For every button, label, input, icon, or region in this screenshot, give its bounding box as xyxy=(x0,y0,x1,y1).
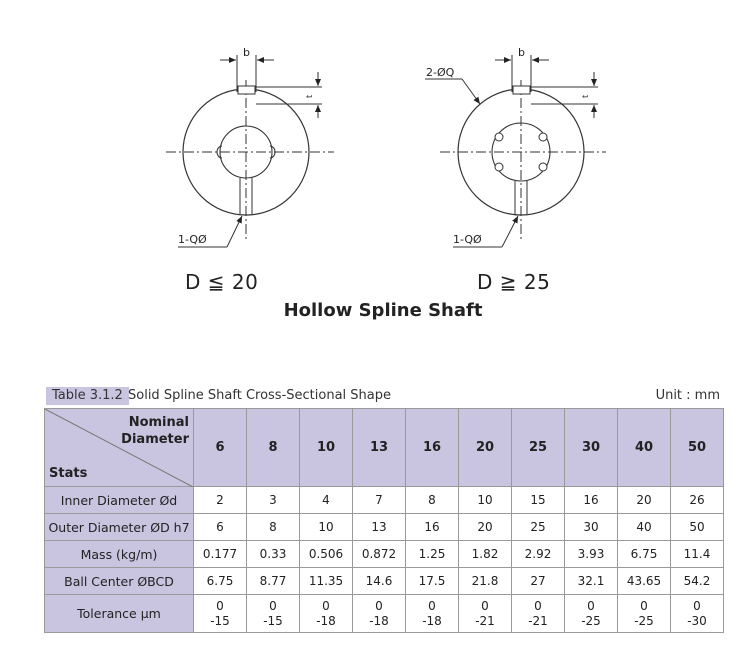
col-header: 30 xyxy=(565,409,618,487)
table-cell: 17.5 xyxy=(406,568,459,595)
tolerance-cell: 0 -18 xyxy=(300,595,353,633)
table-cell: 6.75 xyxy=(618,541,671,568)
right-callout-top: 2-ØQ xyxy=(426,66,455,79)
col-header: 25 xyxy=(512,409,565,487)
left-shaft-drawing xyxy=(166,46,334,247)
section-title: Hollow Spline Shaft xyxy=(283,300,483,321)
table-cell: 10 xyxy=(300,514,353,541)
right-dim-t: t xyxy=(581,94,590,98)
right-caption: D ≧ 25 xyxy=(477,270,551,294)
table-cell: 8.77 xyxy=(247,568,300,595)
table-cell: 20 xyxy=(459,514,512,541)
table-cell: 30 xyxy=(565,514,618,541)
left-callout-bottom: 1-QØ xyxy=(178,233,207,246)
col-header: 50 xyxy=(671,409,724,487)
table-corner-cell xyxy=(45,409,194,487)
tolerance-cell: 0 -15 xyxy=(247,595,300,633)
tolerance-cell: 0 -15 xyxy=(194,595,247,633)
table-unit: Unit : mm xyxy=(655,388,720,403)
col-header: 10 xyxy=(300,409,353,487)
tolerance-cell: 0 -21 xyxy=(459,595,512,633)
col-header: 40 xyxy=(618,409,671,487)
table-cell: 8 xyxy=(406,487,459,514)
row-label: Mass (kg/m) xyxy=(45,541,194,568)
table-cell: 20 xyxy=(618,487,671,514)
table-cell: 10 xyxy=(459,487,512,514)
col-header: 16 xyxy=(406,409,459,487)
table-cell: 50 xyxy=(671,514,724,541)
table-cell: 8 xyxy=(247,514,300,541)
table-cell: 6.75 xyxy=(194,568,247,595)
right-callout-bottom: 1-QØ xyxy=(453,233,482,246)
table-cell: 2 xyxy=(194,487,247,514)
right-shaft-drawing xyxy=(425,46,606,247)
left-dim-b: b xyxy=(243,46,250,59)
table-cell: 16 xyxy=(565,487,618,514)
left-dim-t: t xyxy=(305,94,314,98)
row-label: Ball Center ØBCD xyxy=(45,568,194,595)
tolerance-cell: 0 -25 xyxy=(565,595,618,633)
row-label: Inner Diameter Ød xyxy=(45,487,194,514)
table-cell: 15 xyxy=(512,487,565,514)
table-cell: 11.4 xyxy=(671,541,724,568)
row-label: Tolerance µm xyxy=(45,595,194,633)
tolerance-cell: 0 -18 xyxy=(353,595,406,633)
spec-table xyxy=(44,408,724,633)
table-cell: 0.506 xyxy=(300,541,353,568)
table-row xyxy=(45,541,724,568)
table-cell: 27 xyxy=(512,568,565,595)
right-dim-b: b xyxy=(518,46,525,59)
table-header xyxy=(46,387,724,405)
table-row xyxy=(45,487,724,514)
table-title: Solid Spline Shaft Cross-Sectional Shape xyxy=(128,388,391,403)
table-cell: 2.92 xyxy=(512,541,565,568)
table-row-tolerance xyxy=(45,595,724,633)
table-cell: 0.177 xyxy=(194,541,247,568)
table-cell: 26 xyxy=(671,487,724,514)
tolerance-cell: 0 -25 xyxy=(618,595,671,633)
col-header: 8 xyxy=(247,409,300,487)
table-cell: 43.65 xyxy=(618,568,671,595)
table-cell: 4 xyxy=(300,487,353,514)
tolerance-cell: 0 -21 xyxy=(512,595,565,633)
table-cell: 16 xyxy=(406,514,459,541)
table-cell: 13 xyxy=(353,514,406,541)
table-cell: 40 xyxy=(618,514,671,541)
col-header: 6 xyxy=(194,409,247,487)
table-cell: 1.25 xyxy=(406,541,459,568)
table-cell: 25 xyxy=(512,514,565,541)
table-header-row xyxy=(45,409,724,487)
col-header: 20 xyxy=(459,409,512,487)
table-cell: 3 xyxy=(247,487,300,514)
corner-stats: Stats xyxy=(49,466,88,481)
table-cell: 1.82 xyxy=(459,541,512,568)
cross-section-drawings xyxy=(0,0,750,300)
table-cell: 54.2 xyxy=(671,568,724,595)
col-header: 13 xyxy=(353,409,406,487)
corner-nominal-diameter: Nominal Diameter xyxy=(121,415,189,447)
table-row xyxy=(45,514,724,541)
table-cell: 7 xyxy=(353,487,406,514)
table-cell: 11.35 xyxy=(300,568,353,595)
left-caption: D ≦ 20 xyxy=(185,270,259,294)
tolerance-cell: 0 -18 xyxy=(406,595,459,633)
table-cell: 21.8 xyxy=(459,568,512,595)
tolerance-cell: 0 -30 xyxy=(671,595,724,633)
table-cell: 32.1 xyxy=(565,568,618,595)
table-cell: 0.33 xyxy=(247,541,300,568)
table-cell: 14.6 xyxy=(353,568,406,595)
table-label: Table 3.1.2 xyxy=(46,387,129,405)
table-cell: 6 xyxy=(194,514,247,541)
table-cell: 3.93 xyxy=(565,541,618,568)
row-label: Outer Diameter ØD h7 xyxy=(45,514,194,541)
table-cell: 0.872 xyxy=(353,541,406,568)
table-row xyxy=(45,568,724,595)
